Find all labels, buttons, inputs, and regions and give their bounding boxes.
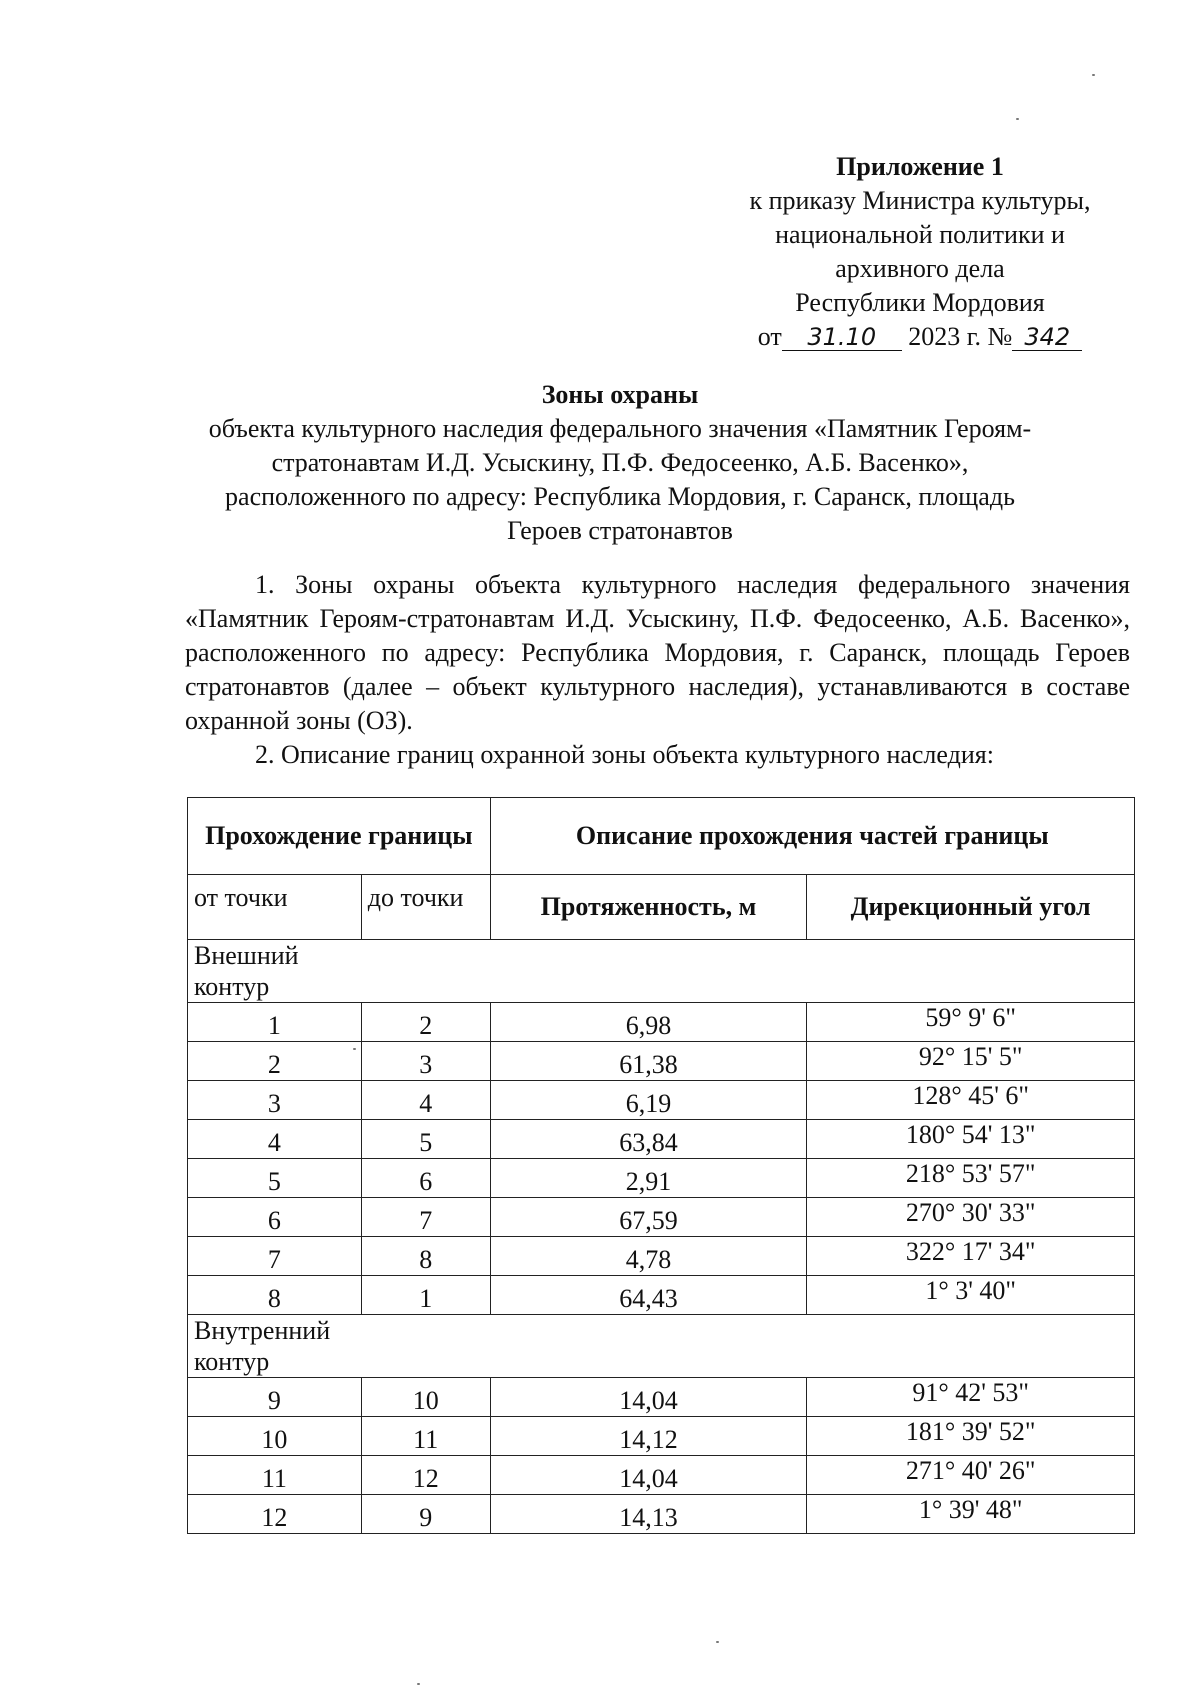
outer-contour-row	[188, 940, 1135, 1003]
appendix-line-2: национальной политики и	[775, 220, 1065, 249]
cell-length: 4,78	[490, 1237, 807, 1276]
paragraph-1: 1. Зоны охраны объекта культурного наследия федерального значения «Памятник Героям-стратонавтам И.Д. Усыскину, П.Ф. Федосеенко, А.Б. Васенко», расположенного по адресу: Республика Мордовия, г. Саранск, площадь Героев стратонавтов (далее – объект культурного наследия), устанавливаются в составе охранной зоны (ОЗ).	[185, 570, 1130, 735]
cell-from: 2	[188, 1042, 362, 1081]
table-row	[188, 1456, 1135, 1495]
cell-length: 14,04	[490, 1378, 807, 1417]
cell-to: 12	[361, 1456, 490, 1495]
inner-label-line-1: Внутренний	[194, 1316, 331, 1345]
body-text	[185, 568, 1130, 772]
cell-angle: 271° 40' 26"	[807, 1456, 1135, 1495]
table-row	[188, 1276, 1135, 1315]
cell-to: 1	[361, 1276, 490, 1315]
cell-from: 12	[188, 1495, 362, 1534]
appendix-line-4: Республики Мордовия	[795, 288, 1045, 317]
cell-angle: 322° 17' 34"	[807, 1237, 1135, 1276]
table-row	[188, 1237, 1135, 1276]
appendix-block	[690, 150, 1150, 354]
cell-angle: 181° 39' 52"	[807, 1417, 1135, 1456]
cell-angle: 270° 30' 33"	[807, 1198, 1135, 1237]
inner-contour-rows	[188, 1378, 1135, 1534]
table-header-row	[188, 798, 1135, 875]
heading-line-4: Героев стратонавтов	[507, 516, 733, 545]
cell-to: 6	[361, 1159, 490, 1198]
table-row	[188, 1159, 1135, 1198]
year-text: 2023 г. №	[908, 322, 1013, 351]
cell-to: 3	[361, 1042, 490, 1081]
header-description: Описание прохождения частей границы	[490, 798, 1134, 875]
col-from: от точки	[188, 875, 362, 940]
cell-to: 4	[361, 1081, 490, 1120]
cell-to: 2	[361, 1003, 490, 1042]
table-row	[188, 1120, 1135, 1159]
cell-length: 2,91	[490, 1159, 807, 1198]
outer-contour-rows	[188, 1003, 1135, 1315]
cell-length: 64,43	[490, 1276, 807, 1315]
outer-label-line-1: Внешний	[194, 941, 299, 970]
cell-from: 10	[188, 1417, 362, 1456]
cell-to: 10	[361, 1378, 490, 1417]
cell-from: 9	[188, 1378, 362, 1417]
cell-to: 7	[361, 1198, 490, 1237]
inner-contour-label	[188, 1315, 1135, 1378]
outer-contour-label	[188, 940, 1135, 1003]
cell-from: 1	[188, 1003, 362, 1042]
scan-speck	[1092, 74, 1095, 76]
cell-angle: 91° 42' 53"	[807, 1378, 1135, 1417]
heading-line-1: объекта культурного наследия федерального значения «Памятник Героям-	[208, 414, 1032, 443]
cell-angle: 128° 45' 6"	[807, 1081, 1135, 1120]
cell-to: 5	[361, 1120, 490, 1159]
appendix-title: Приложение 1	[836, 152, 1004, 181]
cell-angle: 218° 53' 57"	[807, 1159, 1135, 1198]
cell-from: 3	[188, 1081, 362, 1120]
cell-to: 8	[361, 1237, 490, 1276]
table-row	[188, 1198, 1135, 1237]
heading-line-2: стратонавтам И.Д. Усыскину, П.Ф. Федосеенко, А.Б. Васенко»,	[271, 448, 969, 477]
scan-speck	[353, 1048, 356, 1050]
cell-length: 14,12	[490, 1417, 807, 1456]
cell-from: 5	[188, 1159, 362, 1198]
cell-angle: 92° 15' 5"	[807, 1042, 1135, 1081]
handwritten-number: 342	[1012, 324, 1082, 351]
cell-to: 11	[361, 1417, 490, 1456]
cell-from: 11	[188, 1456, 362, 1495]
cell-from: 7	[188, 1237, 362, 1276]
table-row	[188, 1417, 1135, 1456]
table-row	[188, 1495, 1135, 1534]
appendix-line-3: архивного дела	[835, 254, 1005, 283]
cell-to: 9	[361, 1495, 490, 1534]
table-subheader-row	[188, 875, 1135, 940]
table-row	[188, 1081, 1135, 1120]
cell-angle: 180° 54' 13"	[807, 1120, 1135, 1159]
cell-length: 61,38	[490, 1042, 807, 1081]
cell-from: 6	[188, 1198, 362, 1237]
table-row	[188, 1378, 1135, 1417]
boundary-table	[187, 797, 1135, 1534]
cell-length: 63,84	[490, 1120, 807, 1159]
appendix-line-1: к приказу Министра культуры,	[749, 186, 1091, 215]
paragraph-2: 2. Описание границ охранной зоны объекта культурного наследия:	[255, 740, 994, 769]
scan-speck	[716, 1641, 719, 1643]
cell-angle: 59° 9' 6"	[807, 1003, 1135, 1042]
cell-angle: 1° 39' 48"	[807, 1495, 1135, 1534]
heading-line-3: расположенного по адресу: Республика Мордовия, г. Саранск, площадь	[225, 482, 1015, 511]
table-row	[188, 1042, 1135, 1081]
header-passage: Прохождение границы	[188, 798, 491, 875]
cell-length: 14,13	[490, 1495, 807, 1534]
col-length: Протяженность, м	[490, 875, 807, 940]
inner-label-line-2: контур	[194, 1347, 270, 1376]
cell-length: 6,19	[490, 1081, 807, 1120]
table-row	[188, 1003, 1135, 1042]
handwritten-date: 31.10	[782, 324, 902, 351]
date-prefix: от	[757, 322, 782, 351]
col-angle: Дирекционный угол	[807, 875, 1135, 940]
scan-speck	[417, 1683, 420, 1685]
cell-from: 8	[188, 1276, 362, 1315]
inner-contour-row	[188, 1315, 1135, 1378]
cell-from: 4	[188, 1120, 362, 1159]
scan-speck	[1016, 118, 1019, 120]
col-to: до точки	[361, 875, 490, 940]
document-heading	[190, 378, 1050, 548]
appendix-date-line	[690, 320, 1150, 354]
heading-title: Зоны охраны	[541, 380, 699, 409]
outer-label-line-2: контур	[194, 972, 270, 1001]
cell-length: 67,59	[490, 1198, 807, 1237]
cell-length: 14,04	[490, 1456, 807, 1495]
cell-length: 6,98	[490, 1003, 807, 1042]
cell-angle: 1° 3' 40"	[807, 1276, 1135, 1315]
